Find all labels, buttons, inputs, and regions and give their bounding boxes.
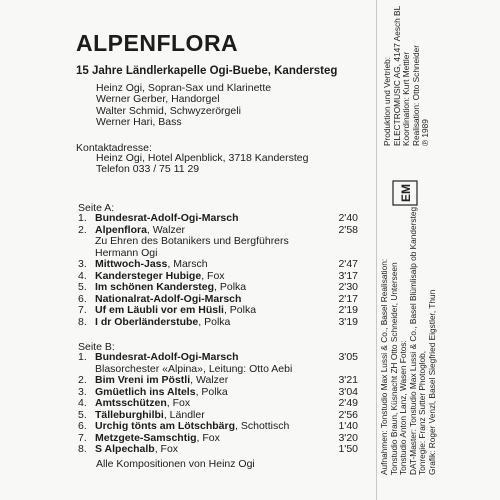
track-row: [78, 444, 358, 456]
spine-line: DAT-Master: Tonstudio Max Lussi & Co., Basel Blümlisalp ob Kandersteg: [407, 206, 418, 475]
spine-line: ℗ 1989: [420, 119, 431, 146]
track-title: Bundesrat-Adolf-Ogi-Marsch: [95, 212, 239, 224]
track-title: Alpenflora: [95, 223, 147, 236]
footer-credit: Alle Kompositionen von Heinz Ogi: [96, 458, 255, 470]
track-genre: , Walzer: [146, 223, 186, 236]
track-title: Tälleburghilbi: [95, 408, 164, 421]
track-title-line: [95, 444, 178, 456]
track-duration: 2'47: [338, 258, 358, 270]
track-number: 6.: [78, 420, 87, 432]
track-title: Metzgete-Samschtig: [95, 431, 197, 444]
track-genre: , Fox: [154, 443, 179, 455]
track-title: Bim Vreni im Pöstli: [95, 374, 191, 386]
album-subtitle: 15 Jahre Ländlerkapelle Ogi-Buebe, Kandersteg: [76, 65, 338, 77]
track-duration: 2'17: [338, 292, 358, 305]
spine-line: Aufnahmen: Tonstudio Max Lussi & Co., Basel Realisation:: [379, 258, 389, 475]
track-genre: , Polka: [214, 281, 247, 293]
track-title: Bundesrat-Adolf-Ogi-Marsch: [95, 351, 239, 363]
track-duration: 3'04: [338, 385, 358, 398]
spine-line: ELECTROMUSIC AG, 4147 Aesch BL: [391, 5, 402, 146]
track-duration: 2'40: [338, 212, 358, 224]
track-title-line: [95, 317, 230, 329]
track-title: Amtsschützen: [95, 397, 167, 409]
track-number: 5.: [78, 408, 87, 421]
track-title: Gmüetlich ins Altels: [95, 385, 196, 398]
track-note: Blasorchester «Alpina», Leitung: Otto Aebi: [95, 362, 293, 375]
spine-credits-bottom: [380, 207, 438, 475]
track-genre: , Marsch: [167, 258, 208, 270]
track-title: Nationalrat-Adolf-Ogi-Marsch: [95, 292, 242, 305]
album-title: ALPENFLORA: [76, 30, 239, 56]
track-genre: , Ländler: [163, 408, 205, 421]
track-genre: , Polka: [223, 304, 257, 316]
member-line: Werner Hari, Bass: [96, 116, 182, 129]
spine-line: Grafik: Roger Venzl, Basel Siegfried Eigstler, Thun: [426, 289, 437, 475]
logo-text: EM: [399, 184, 413, 202]
track-duration: 3'05: [338, 351, 358, 363]
spine-line: Tonstudio Anton Lanz, Wasen Fotos:: [398, 340, 409, 475]
side-b-label: Seite B:: [78, 341, 115, 353]
contact-phone: Telefon 033 / 75 11 29: [96, 163, 200, 176]
fold-line: [376, 0, 377, 500]
track-number: 3.: [78, 385, 87, 398]
contact-address: Heinz Ogi, Hotel Alpenblick, 3718 Kandersteg: [96, 152, 309, 164]
track-title: Urchig tönts am Lötschbärg: [95, 420, 236, 432]
track-duration: 2'19: [338, 304, 358, 316]
track-note: Zu Ehren des Botanikers und Bergführers: [95, 235, 289, 247]
track-duration: 2'30: [338, 281, 358, 293]
spine-line: Realisation: Otto Schneider: [410, 44, 421, 146]
spine-credits-top: [383, 6, 431, 146]
track-duration: 3'20: [338, 431, 358, 444]
spine-line: Tonregie: Franz Sutter Photoglob,: [417, 350, 428, 475]
track-duration: 1'40: [338, 420, 358, 432]
side-b-tracklist: [78, 352, 358, 456]
track-note: Hermann Ogi: [95, 246, 158, 259]
track-number: 8.: [78, 315, 87, 328]
track-number: 5.: [78, 281, 87, 293]
band-members: [96, 83, 271, 129]
track-number: 2.: [78, 374, 87, 386]
track-genre: , Fox: [166, 397, 191, 409]
spine-line: Koordination: Kurt Mettler: [401, 51, 412, 146]
member-line: Heinz Ogi, Sopran-Sax und Klarinette: [96, 82, 272, 94]
em-logo-icon: [392, 180, 418, 206]
track-number: 7.: [78, 431, 87, 444]
spine-line: Produktion und Vertrieb:: [382, 56, 392, 146]
track-duration: 3'21: [338, 374, 358, 386]
track-number: 6.: [78, 292, 87, 305]
track-duration: 2'56: [338, 408, 358, 421]
track-genre: , Fox: [201, 269, 225, 282]
track-title: Kandersteger Hubige: [95, 269, 202, 282]
track-number: 1.: [78, 351, 87, 363]
contact-label: Kontaktadresse:: [76, 142, 152, 154]
contact-info: [96, 153, 308, 176]
track-title: Uf em Läubli vor em Hüsli: [95, 304, 224, 316]
track-title: Im schönen Kandersteg: [95, 281, 215, 293]
track-genre: , Walzer: [190, 374, 229, 386]
track-title: I dr Oberländerstube: [95, 315, 199, 328]
track-number: 3.: [78, 258, 87, 270]
track-row: [78, 317, 358, 329]
track-title-line: [95, 352, 239, 364]
track-number: 8.: [78, 443, 87, 455]
member-line: Werner Gerber, Handorgel: [96, 93, 220, 106]
side-a-tracklist: [78, 213, 358, 328]
track-title: Mittwoch-Jass: [95, 258, 168, 270]
track-genre: , Polka: [198, 315, 231, 328]
track-duration: 3'19: [338, 315, 358, 328]
track-genre: , Schottisch: [235, 420, 290, 432]
side-a-label: Seite A:: [78, 202, 115, 214]
track-duration: 2'49: [338, 397, 358, 409]
track-number: 1.: [78, 212, 87, 224]
track-genre: , Fox: [196, 431, 220, 444]
track-note-row: [78, 236, 358, 248]
track-number: 7.: [78, 304, 87, 316]
track-duration: 2'58: [338, 223, 358, 236]
track-number: 4.: [78, 397, 87, 409]
spine-line: Tonstudio Braun, Küsnacht ZH Otto Schneider, Unterseen: [388, 262, 399, 475]
track-duration: 3'17: [338, 269, 358, 282]
track-title: S Alpechalb: [95, 443, 155, 455]
member-line: Walter Schmid, Schwyzerörgeli: [96, 104, 241, 117]
track-row: [78, 352, 358, 364]
track-number: 4.: [78, 269, 87, 282]
track-genre: , Polka: [195, 385, 228, 398]
track-number: 2.: [78, 223, 87, 236]
track-duration: 1'50: [338, 443, 358, 455]
